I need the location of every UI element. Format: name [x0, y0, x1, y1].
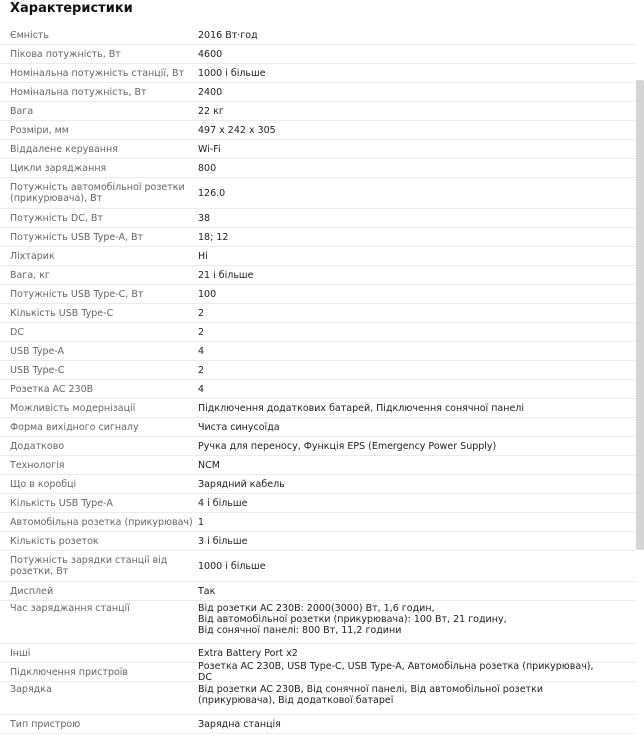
spec-row — [0, 159, 636, 178]
spec-value: 38 — [198, 212, 211, 224]
spec-key: Кількість USB Type-A — [10, 497, 113, 509]
spec-key: Пікова потужність, Вт — [10, 48, 121, 60]
spec-value: 21 і більше — [198, 269, 254, 281]
spec-value: 4 — [198, 345, 205, 357]
spec-key: USB Type-A — [10, 345, 65, 357]
spec-value: Від розетки AC 230В, Від сонячної панелі, Від автомобільної розетки (прикурювача), Від додаткової батареї — [198, 684, 543, 706]
spec-row — [0, 304, 636, 323]
spec-row — [0, 715, 636, 734]
spec-row — [0, 513, 636, 532]
spec-value: 4 і більше — [198, 497, 248, 509]
spec-row — [0, 663, 636, 682]
spec-key: Інші — [10, 647, 31, 659]
spec-key: Номінальна потужність станції, Вт — [10, 67, 185, 79]
spec-value: Wi-Fi — [198, 143, 221, 155]
spec-value: Розетка AC 230В, USB Type-C, USB Type-A, Автомобільна розетка (прикурювач), DC — [198, 661, 594, 683]
spec-row — [0, 380, 636, 399]
spec-value: 2400 — [198, 86, 223, 98]
spec-key: Потужність зарядки станції від розетки, Вт — [10, 555, 168, 577]
spec-row — [0, 83, 636, 102]
spec-key: Додатково — [10, 440, 65, 452]
spec-key: USB Type-C — [10, 364, 65, 376]
spec-row — [0, 551, 636, 582]
spec-key: Цикли заряджання — [10, 162, 107, 174]
spec-key: Час заряджання станції — [10, 603, 130, 614]
spec-key: Зарядка — [10, 684, 52, 695]
spec-value: Ручка для переносу, Функція EPS (Emergency Power Supply) — [198, 440, 497, 452]
spec-row — [0, 456, 636, 475]
spec-row — [0, 399, 636, 418]
spec-key: Тип пристрою — [10, 718, 81, 730]
spec-row — [0, 342, 636, 361]
spec-value: 1 — [198, 516, 205, 528]
spec-value: 2016 Вт·год — [198, 29, 258, 41]
specs-table — [0, 26, 636, 734]
spec-row — [0, 64, 636, 83]
spec-row — [0, 178, 636, 209]
spec-value: 3 і більше — [198, 535, 248, 547]
spec-key: Що в коробці — [10, 478, 77, 490]
spec-value: 2 — [198, 364, 205, 376]
spec-key: Потужність USB Type-A, Вт — [10, 231, 144, 243]
spec-key: Підключення пристроїв — [10, 666, 129, 678]
spec-row — [0, 532, 636, 551]
spec-value: Extra Battery Port x2 — [198, 647, 298, 659]
spec-value: 18; 12 — [198, 231, 229, 243]
spec-value: 1000 і більше — [198, 67, 266, 79]
spec-value: 4600 — [198, 48, 223, 60]
spec-value: Так — [198, 585, 216, 597]
spec-key: Вага — [10, 105, 34, 117]
spec-value: 1000 і більше — [198, 560, 266, 572]
spec-row — [0, 475, 636, 494]
spec-key: Кількість розеток — [10, 535, 99, 547]
spec-row — [0, 361, 636, 380]
spec-key: Потужність DC, Вт — [10, 212, 103, 224]
spec-row — [0, 228, 636, 247]
spec-value: NCM — [198, 459, 220, 471]
spec-value: Ні — [198, 250, 208, 262]
spec-row — [0, 45, 636, 64]
spec-row — [0, 266, 636, 285]
spec-value: Від розетки AC 230В: 2000(3000) Вт, 1,6 годин, Від автомобільної розетки (прикурювача): 100 Вт, 21 годину, Від сонячної панелі: 800 Вт, 11,2 години — [198, 603, 507, 636]
spec-key: Розміри, мм — [10, 124, 69, 136]
spec-row — [0, 209, 636, 228]
spec-row — [0, 494, 636, 513]
spec-key: Технологія — [10, 459, 65, 471]
spec-value: 4 — [198, 383, 205, 395]
spec-value: 100 — [198, 288, 217, 300]
spec-key: DC — [10, 326, 24, 338]
spec-value: Зарядний кабель — [198, 478, 285, 490]
spec-row — [0, 601, 636, 644]
spec-key: Розетка AC 230В — [10, 383, 94, 395]
spec-key: Номінальна потужність, Вт — [10, 86, 147, 98]
page-title: Характеристики — [10, 1, 133, 16]
spec-key: Можливість модернізації — [10, 402, 136, 414]
spec-row — [0, 582, 636, 601]
spec-key: Ліхтарик — [10, 250, 55, 262]
spec-row — [0, 437, 636, 456]
spec-value: Підключення додаткових батарей, Підключення сонячної панелі — [198, 402, 524, 414]
spec-value: 126.0 — [198, 187, 226, 199]
spec-row — [0, 323, 636, 342]
spec-value: 800 — [198, 162, 217, 174]
spec-key: Форма вихідного сигналу — [10, 421, 139, 433]
spec-row — [0, 102, 636, 121]
spec-key: Потужність USB Type-C, Вт — [10, 288, 144, 300]
spec-value: 2 — [198, 307, 205, 319]
spec-row — [0, 285, 636, 304]
spec-key: Ємність — [10, 29, 50, 41]
spec-value: 2 — [198, 326, 205, 338]
spec-key: Дисплей — [10, 585, 54, 597]
spec-key: Автомобільна розетка (прикурювач) — [10, 516, 193, 528]
spec-value: 497 x 242 x 305 — [198, 124, 276, 136]
spec-row — [0, 140, 636, 159]
spec-value: Чиста синусоїда — [198, 421, 280, 433]
spec-key: Кількість USB Type-C — [10, 307, 114, 319]
spec-row — [0, 247, 636, 266]
spec-key: Вага, кг — [10, 269, 50, 281]
spec-key: Потужність автомобільної розетки (прикурювача), Вт — [10, 182, 185, 204]
spec-row — [0, 26, 636, 45]
spec-row — [0, 682, 636, 715]
spec-key: Віддалене керування — [10, 143, 118, 155]
spec-row — [0, 418, 636, 437]
spec-value: 22 кг — [198, 105, 224, 117]
spec-value: Зарядна станція — [198, 718, 281, 730]
spec-row — [0, 121, 636, 140]
scrollbar-thumb[interactable] — [636, 80, 644, 550]
